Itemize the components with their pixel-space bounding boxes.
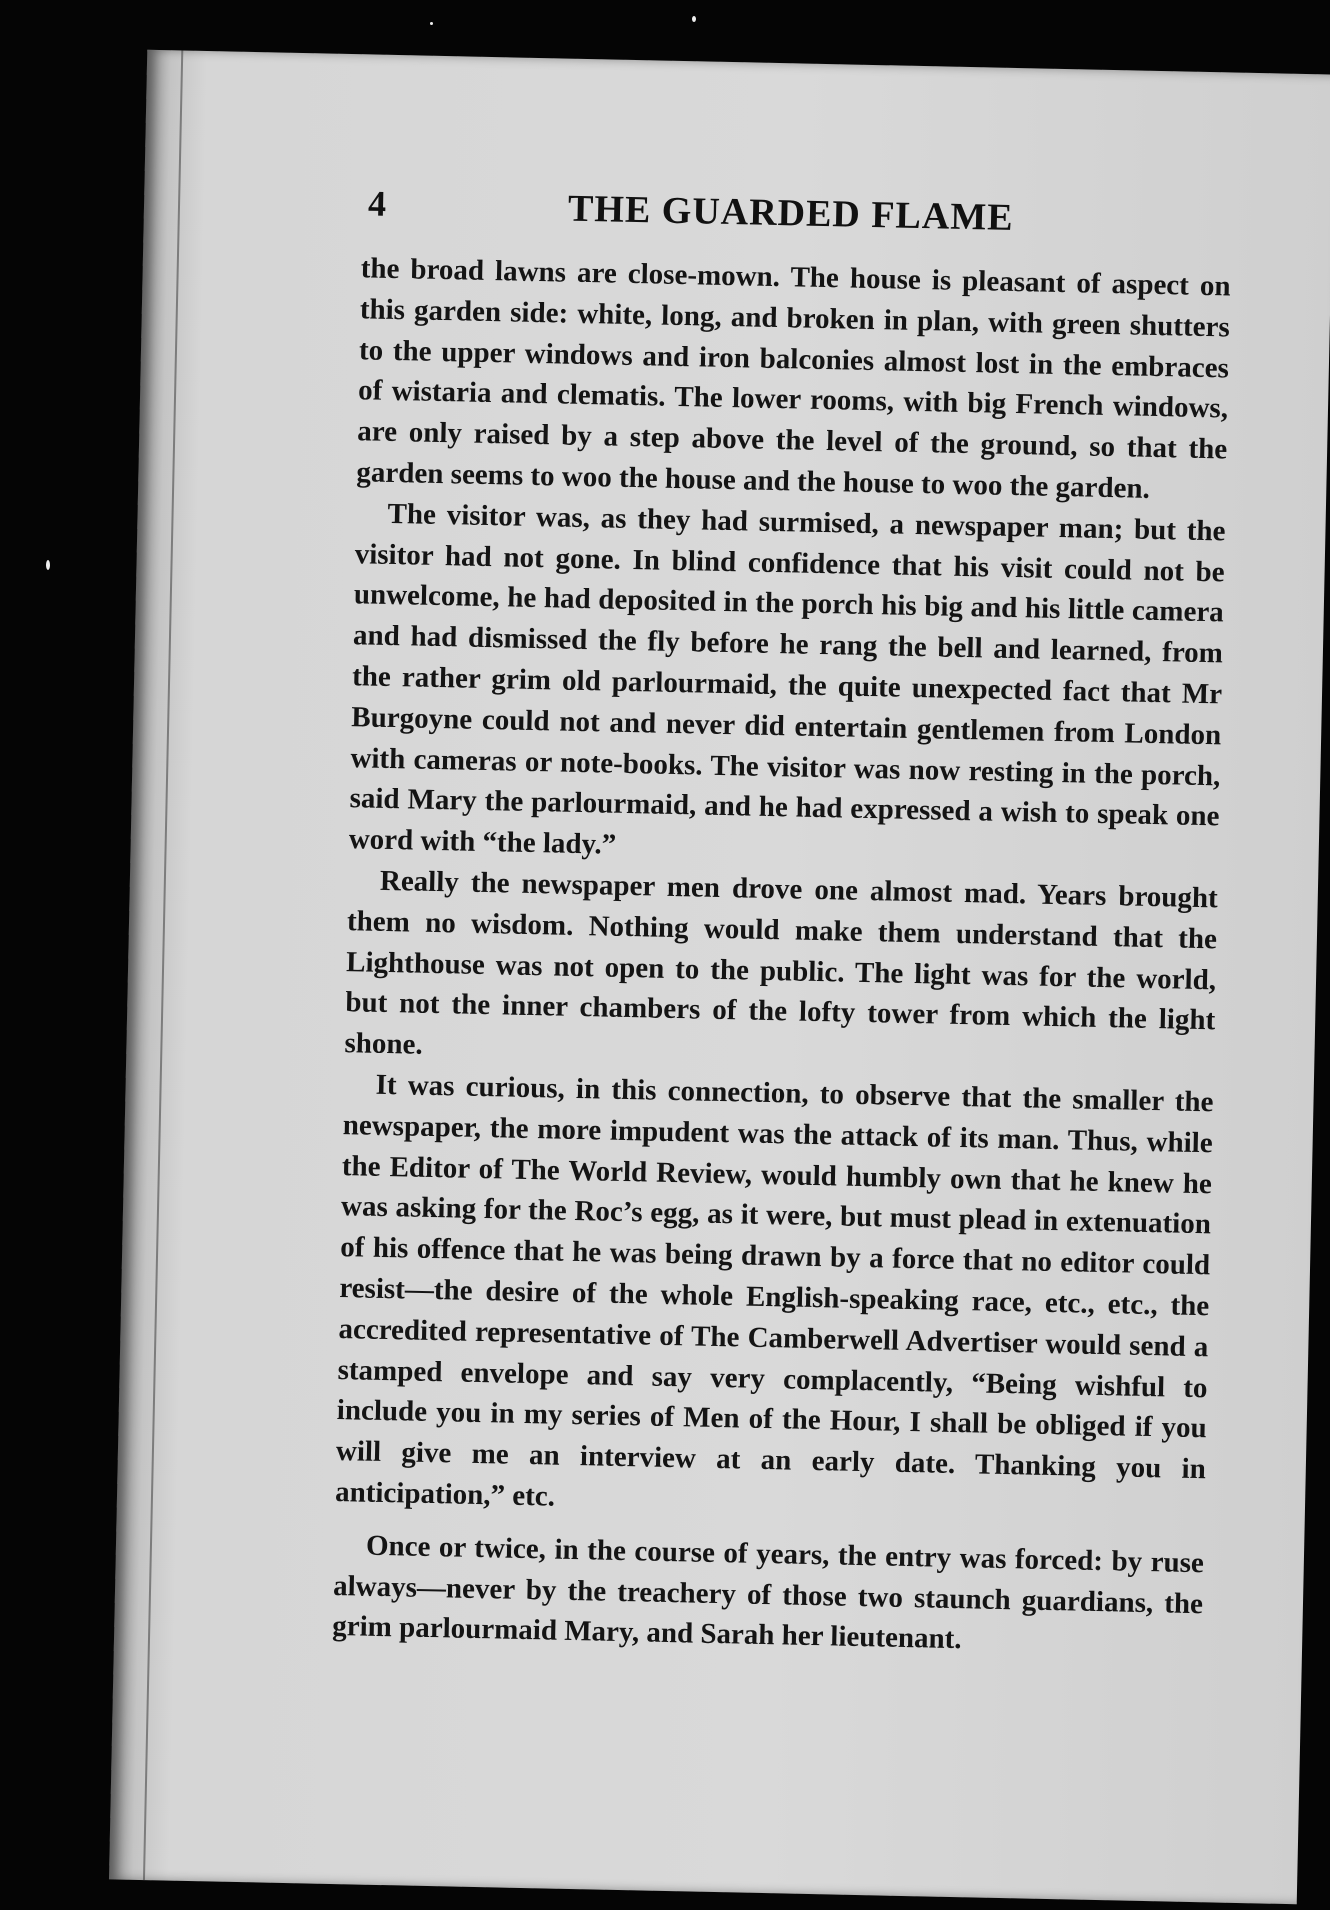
paragraph-5: Once or twice, in the course of years, the entry was forced: by ruse always—never by the treachery of those two staunch guardians, the grim parlourmaid Mary, and Sarah her lieutenant.: [331, 1529, 1205, 1656]
page-gutter: [143, 50, 183, 1880]
paragraph-3: Really the newspaper men drove one almost mad. Years brought them no wisdom. Nothing would make them understand that the Lighthouse was not open to the public. The light was for the world, but not the inner chambers of the lofty tower from which the light shone.: [344, 864, 1219, 1061]
paragraph-1: the broad lawns are close-mown. The house is pleasant of aspect on this garden side: white, long, and broken in plan, with green shutters to the upper windows and iron balconies almost lost in the embraces of wistaria and clematis. The lower rooms, with big French windows, are only raised by a step above the level of the ground, so that the garden seems to woo the house and the house to woo the garden.: [356, 252, 1231, 505]
book-page: [109, 50, 1330, 1904]
running-head: THE GUARDED FLAME: [567, 187, 1014, 239]
paragraph-4: It was curious, in this connection, to observe that the smaller the newspaper, the more impudent was the attack of its man. Thus, while the Editor of The World Review, would humbly own that he knew he was asking for the Roc’s egg, as it were, but must plead in extenuation of his offence that he was being drawn by a force that no editor could resist—the desire of the whole English-speaking race, etc., etc., the accredited representative of The Camberwell Advertiser would send a stamped envelope and say very complacently, “Being wishful to include you in my series of Men of the Hour, I shall be obliged if you will give me an interview at an early date. Thanking you in anticipation,” etc.: [334, 1068, 1214, 1513]
page-number: 4: [367, 183, 387, 224]
body-text: [332, 248, 1231, 1665]
paragraph-2: The visitor was, as they had surmised, a newspaper man; but the visitor had not gone. In blind confidence that his visit could not be unwelcome, he had deposited in the porch his big and his little camera and had dismissed the fly before he rang the bell and learned, from the rather grim old parlourmaid, the quite unexpected fact that Mr Burgoyne could not and never did entertain gentlemen from London with cameras or note-books. The visitor was now resting in the porch, said Mary the parlourmaid, and he had expressed a wish to speak one word with “the lady.”: [348, 497, 1226, 861]
page-header: [367, 182, 1228, 260]
